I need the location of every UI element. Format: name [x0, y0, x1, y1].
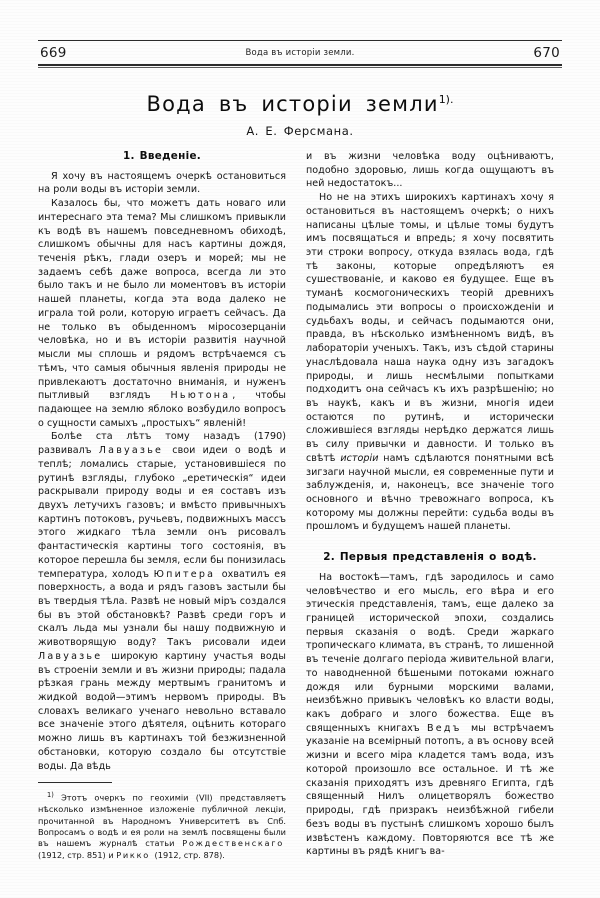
- folio-left: 669: [40, 45, 67, 61]
- header-rule-top: [38, 40, 562, 41]
- name-ved: Ведъ: [427, 722, 462, 734]
- column-right: [306, 150, 554, 859]
- running-head: [38, 40, 562, 66]
- article-title: [0, 92, 600, 116]
- footnote-marker: 1): [47, 791, 54, 799]
- paragraph-l2: Казалось бы, что можетъ дать новаго или интереснаго эта тема? Мы слишкомъ привыкли къ водѣ въ нашемъ повседневномъ обиходѣ, слишкомъ обычны для насъ картины дождя, теченія рѣкъ, глади озеръ и морей; мы не задаемъ себѣ даже вопроса, всегда ли это было такъ и не было ли моментовъ въ исторіи нашей планеты, когда эта вода далеко не играла той роли, которую играетъ сейчасъ. Да не только въ обыденномъ міросозерцаніи человѣка, но и въ исторіи развитія научной мысли мы сплошь и рядомъ встрѣчаемся съ тѣмъ, что самыя обычныя явленія природы не привлекаютъ достаточно вниманія, и нуженъ пытливый взглядъ Ньютона , чтобы падающее на землю яблоко возбудило вопросъ о сущности самыхъ „простыхъ“ явленій!: [38, 198, 286, 429]
- section-heading-1: 1. Введеніе.: [122, 150, 202, 162]
- article-title-text: Вода въ исторіи земли: [146, 92, 439, 116]
- footnote: [38, 790, 286, 861]
- name-lavoisier-1: Лавуазье: [98, 445, 164, 457]
- name-ricco: Рикко: [116, 849, 150, 860]
- name-lavoisier-2: Лавуазье: [38, 650, 103, 662]
- running-head-title: Вода въ исторіи земли.: [245, 48, 355, 58]
- article-author: А. Е. Ферсмана.: [246, 124, 354, 138]
- paragraph-r2: Но не на этихъ широкихъ картинахъ хочу я остановиться въ настоящемъ очеркѣ; о нихъ написаны цѣлые томы, и цѣлые томы будутъ имъ посвящаться и впредь; я хочу посвятить эти строки вопросу, откуда взялась вода, гдѣ тѣ законы, которые опредѣляютъ ея сушествованіе, и каково ея будущее. Еще въ туманѣ космогоническихъ теорій древнихъ подымались эти вопросы о происхожденіи и судьбахъ воды, и сейчасъ подымаются они, правда, въ нѣсколько измѣненномъ видѣ, въ лабораторіи ученыхъ. Такъ, изъ сѣдой старины унаслѣдовала наша наука одну изъ загадокъ природы, и лишь несмѣлыми попытками подходитъ она сейчасъ къ ихъ разрѣшенію; но въ наукѣ, какъ и въ жизни, многія идеи остаются по рутинѣ, и исторически сложившіеся взгляды нерѣдко держатся лишь въ силу привычки и давности. И только въ свѣтѣ исторіи намъ сдѣлаются понятными всѣ зигзаги научной мысли, ея современные пути и заблужденія, и, наконецъ, все значеніе того основного и вѣчно тревожнаго вопроса, къ которому мы должны перейти: судьба воды въ прошломъ и будущемъ нашей планеты.: [306, 192, 554, 533]
- paragraph-r1: и въ жизни человѣка воду оцѣниваютъ, подобно здоровью, лишь когда ощущаютъ въ ней недостатокъ...: [306, 151, 554, 190]
- name-jupiter: Юпитера: [153, 568, 216, 580]
- footnote-rule: [38, 782, 112, 783]
- footnote-text: $^{1)}$ Этотъ очеркъ по геохиміи (VII) представляетъ нѣсколько измѣненное изложеніе публичной лекціи, прочитанной въ Народномъ Университетѣ въ Спб. Вопросамъ о водѣ и ея роли на землѣ посвящены были въ нашемъ журналѣ статьи Рождественскаго (1912, стр. 851) и Рикко (1912, стр. 878).: [38, 791, 286, 860]
- paragraph-l1: Я хочу въ настоящемъ очеркѣ остановиться на роли воды въ исторіи земли.: [38, 170, 286, 196]
- name-rozhdestvenskago: Рождественскаго: [182, 838, 284, 849]
- name-newton: Ньютона: [170, 390, 231, 402]
- section-heading-2: 2. Первыя представленія о водѣ.: [323, 551, 537, 564]
- column-left: [38, 150, 286, 773]
- paragraph-r3: На востокѣ—тамъ, гдѣ зародилось и само человѣчество и его мысль, его вѣра и его этическія представленія, тамъ, еще далеко за границей исторической эпохи, создались первыя сказанія о водѣ. Среди жаркаго тропическаго климата, въ странѣ, то лишенной въ теченіе долгаго періода живительной влаги, то наводненной бѣшеными потоками южнаго дождя или бурными морскими валами, неизбѣжно привыкъ человѣкъ ко власти воды, какъ добраго и злого божества. Еще въ священныхъ книгахъ Ведъ мы встрѣчаемъ указаніе на всемірный потопъ, а въ основу всей жизни и всего міра кладется тамъ вода, изъ которой произошло все остальное. И тѣ же сказанія приходятъ изъ древняго Египта, гдѣ священный Нилъ олицетворялъ божество природы, гдѣ призракъ неизбѣжной гибели безъ воды въ пустынѣ слишкомъ хорошо былъ извѣстенъ каждому. Повторяются все тѣ же картины въ рядѣ книгъ ва-: [306, 571, 554, 858]
- folio-right: 670: [533, 45, 560, 61]
- header-rule-bottom: [38, 64, 562, 66]
- paragraph-l3: Болѣе ста лѣтъ тому назадъ (1790) развивалъ Лавуазье свои идеи о водѣ и теплѣ; ломались старые, установившіеся по рутинѣ взгляды, глубоко „еретическія“ идеи раскрывали природу воды и ея составъ изъ двухъ летучихъ газовъ; и вмѣсто привычныхъ картинъ потоковъ, ручьевъ, подвижныхъ массъ этого жидкаго тѣла земли онъ рисовалъ фантастическія картины того состоянія, въ которое перешла бы земля, если бы понизилась температура, холодъ Юпитера охватилъ ея поверхность, а вода и рядъ газовъ застыли бы въ твердыя тѣла. Развѣ не новый міръ создался бы въ этой обстановкѣ? Развѣ среди горъ и скалъ льда мы узнали бы нашу подвижную и животворящую воду? Такъ рисовали идеи Лавуазье широкую картину участья воды въ строеніи земли и въ жизни природы; падала рѣзкая грань между мертвымъ гранитомъ и жидкой водой—этимъ нервомъ природы. Въ словахъ великаго ученаго невольно вставало все значеніе этого дѣятеля, оцѣнить котораго можно лишь въ картинахъ той безжизненной обстановки, которую создало бы отсутствіе воды. Да вѣдь: [38, 431, 286, 772]
- italic-istorii: исторіи: [340, 452, 379, 464]
- title-footnote-marker: 1).: [438, 93, 454, 106]
